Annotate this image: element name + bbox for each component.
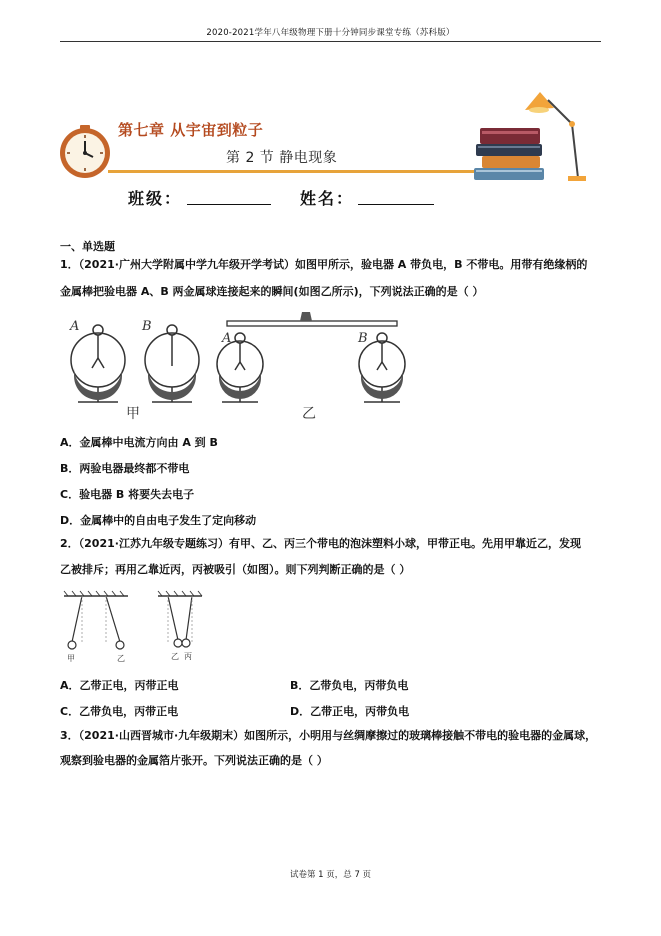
- fig1-label-jia: 甲: [126, 406, 140, 422]
- fig2-label-bing: 丙: [184, 652, 192, 661]
- class-blank[interactable]: [187, 204, 271, 205]
- fig2-label-yi2: 乙: [171, 652, 179, 661]
- header-divider: [60, 41, 601, 42]
- question-2-figure: [62, 590, 222, 665]
- question-2-line-2: 乙被排斥；再用乙靠近丙，丙被吸引（如图）。则下列判断正确的是（ ）: [60, 563, 411, 576]
- question-2-line-1: 2．（2021·江苏九年级专题练习）有甲、乙、丙三个带电的泡沫塑料小球，甲带正电。先用甲靠近乙，发现: [60, 537, 581, 550]
- section-title: 第 2 节 静电现象: [226, 150, 338, 166]
- name-label: 姓名：: [300, 189, 355, 208]
- books-lamp-illustration: [470, 88, 590, 186]
- fig1-label-a2: A: [222, 331, 232, 346]
- chapter-title: 第七章 从宇宙到粒子: [118, 121, 264, 139]
- question-3-line-2: 观察到验电器的金属箔片张开。下列说法正确的是（ ）: [60, 754, 328, 767]
- q2-option-b[interactable]: B．乙带负电，丙带负电: [290, 679, 409, 692]
- fig1-label-a1: A: [70, 319, 80, 334]
- section-heading: 一、单选题: [60, 240, 115, 253]
- clock-icon: [58, 123, 112, 181]
- fig1-label-b2: B: [358, 331, 368, 346]
- class-label: 班级：: [128, 189, 183, 208]
- question-3-line-1: 3．（2021·山西晋城市·九年级期末）如图所示，小明用与丝绸摩擦过的玻璃棒接触不带电的验电器的金属球，: [60, 729, 597, 742]
- q1-option-a[interactable]: A．金属棒中电流方向由 A 到 B: [60, 436, 218, 449]
- question-1-figure: [62, 312, 432, 422]
- page-footer: 试卷第 1 页，总 7 页: [289, 870, 372, 880]
- question-1-line-1: 1．（2021·广州大学附属中学九年级开学考试）如图甲所示，验电器 A 带负电，B 不带电。用带有绝缘柄的: [60, 258, 588, 271]
- q1-option-c[interactable]: C．验电器 B 将要失去电子: [60, 488, 195, 501]
- fig1-label-yi: 乙: [302, 406, 316, 422]
- question-1-line-2: 金属棒把验电器 A、B 两金属球连接起来的瞬间(如图乙所示)，下列说法正确的是（ ）: [60, 285, 484, 298]
- q2-option-d[interactable]: D．乙带正电，丙带负电: [290, 705, 410, 718]
- q2-option-c[interactable]: C．乙带负电，丙带正电: [60, 705, 179, 718]
- banner-underline: [108, 170, 503, 173]
- fig2-label-yi: 乙: [117, 654, 125, 663]
- fig1-label-b1: B: [142, 319, 152, 334]
- q1-option-b[interactable]: B．两验电器最终都不带电: [60, 462, 190, 475]
- q2-option-a[interactable]: A．乙带正电，丙带正电: [60, 679, 179, 692]
- name-blank[interactable]: [358, 204, 434, 205]
- page-header: 2020-2021学年八年级物理下册十分钟同步课堂专练（苏科版）: [206, 28, 455, 38]
- q1-option-d[interactable]: D．金属棒中的自由电子发生了定向移动: [60, 514, 257, 527]
- fig2-label-jia: 甲: [67, 654, 75, 663]
